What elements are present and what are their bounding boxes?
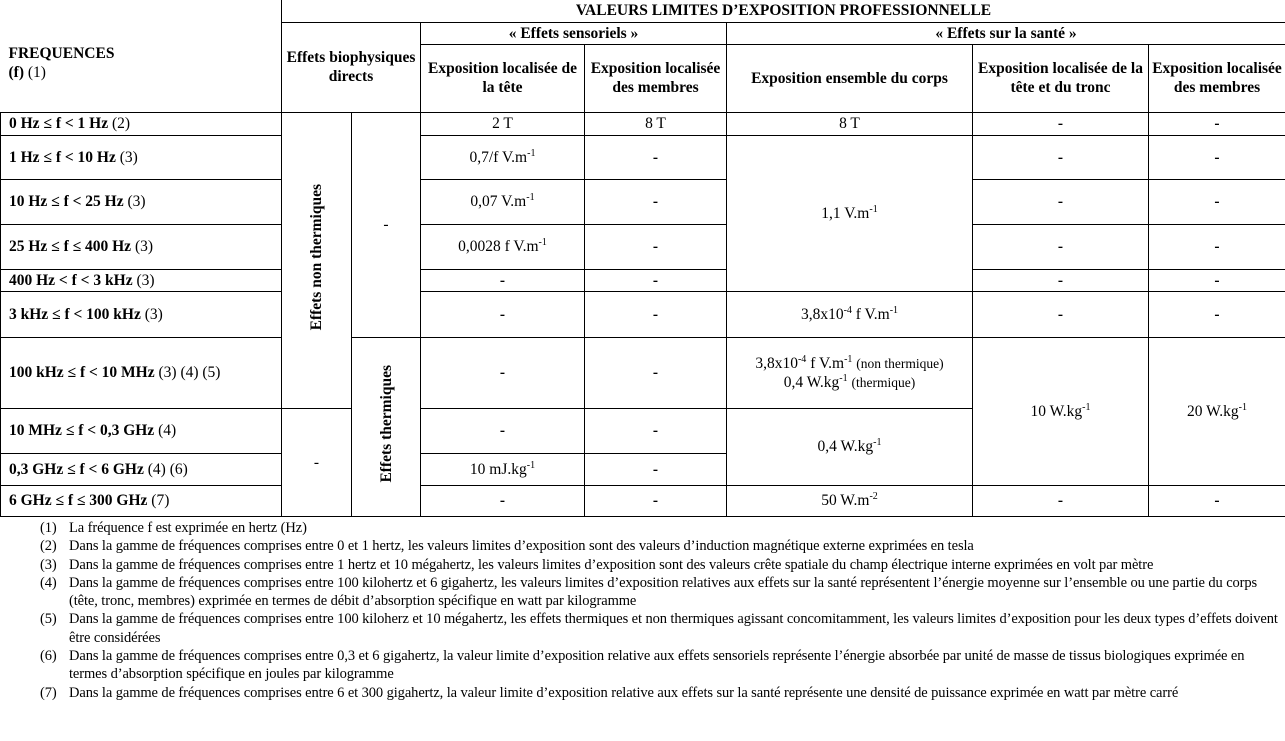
value-cell: - — [1149, 179, 1285, 224]
value-cell: - — [585, 224, 727, 269]
value-cell: 8 T — [727, 112, 973, 135]
value-cell: - — [1149, 135, 1285, 179]
value-cell: 10 $mJ.kg^{-1}$ — [421, 453, 585, 485]
value-cell: 0,0028 f $V.m^{-1}$ — [421, 224, 585, 269]
merged-corps-10mhz-cell: 0,4 $W.kg^{-1}$ — [727, 408, 973, 485]
value-cell: 2 T — [421, 112, 585, 135]
value-cell: - — [1149, 112, 1285, 135]
col-header-tete: Exposition localisée de la tête — [421, 44, 585, 112]
dash-cell: - — [282, 408, 352, 516]
value-cell: - — [973, 112, 1149, 135]
freq-cell: 100 kHz ≤ f < 10 MHz (3) (4) (5) — [1, 337, 282, 408]
thermal-group-cell — [352, 337, 421, 516]
main-title: VALEURS LIMITES D’EXPOSITION PROFESSIONNELLE — [282, 0, 1285, 22]
frequency-symbol: (f) — [8, 63, 24, 81]
value-cell: - — [585, 408, 727, 453]
table-row — [1, 269, 1285, 291]
freq-cell: 25 Hz ≤ f ≤ 400 Hz (3) — [1, 224, 282, 269]
thermal-label: Effets thermiques — [377, 365, 395, 483]
merged-corps-100khz-cell: $3,8x10^{-4}$ f $V.m^{-1}$ (non thermique) 0,4 $W.kg^{-1}$ (thermique) — [727, 337, 973, 408]
frequency-header — [1, 0, 282, 112]
value-cell: - — [1149, 224, 1285, 269]
value-cell: - — [585, 135, 727, 179]
value-cell: - — [585, 485, 727, 516]
value-cell: - — [585, 269, 727, 291]
footnote: (6) Dans la gamme de fréquences comprises entre 0,3 et 6 gigahertz, la valeur limite d’exposition relative aux effets sensoriels représente l’énergie absorbée par unité de masse de tissus biologiques exprimée en termes d’absorption spécifique en joules par kilogramme — [40, 648, 1245, 683]
footnote: (7) Dans la gamme de fréquences comprises entre 6 et 300 gigahertz, la valeur limite d’exposition relative aux effets sur la santé représente une densité de puissance exprimée en watt par mètre carré — [40, 684, 1179, 701]
value-cell: - — [585, 179, 727, 224]
frequency-subtitle — [9, 63, 279, 82]
table-row — [1, 224, 1285, 269]
freq-cell: 0,3 GHz ≤ f < 6 GHz (4) (6) — [1, 453, 282, 485]
value-cell: - — [421, 485, 585, 516]
value-cell: - — [973, 269, 1149, 291]
value-cell: 8 T — [585, 112, 727, 135]
value-cell: - — [421, 291, 585, 337]
value-cell: - — [585, 291, 727, 337]
merged-membres-thermal-cell: 20 $W.kg^{-1}$ — [1149, 337, 1285, 485]
table-row — [1, 337, 1285, 408]
value-cell: - — [1149, 291, 1285, 337]
value-cell: - — [421, 408, 585, 453]
non-thermal-dash-cell: - — [352, 112, 421, 337]
value-cell: - — [973, 179, 1149, 224]
effets-sensoriels-header: « Effets sensoriels » — [421, 22, 727, 44]
footnote: (1) La fréquence f est exprimée en hertz (Hz) — [40, 520, 307, 536]
table-row — [1, 112, 1285, 135]
effets-biophysiques-header: Effets biophysiques directs — [282, 22, 421, 112]
col-header-tete-tronc: Exposition localisée de la tête et du tronc — [973, 44, 1149, 112]
table-row — [1, 485, 1285, 516]
effets-sante-header: « Effets sur la santé » — [727, 22, 1285, 44]
value-cell: 50 $W.m^{-2}$ — [727, 485, 973, 516]
footnotes — [40, 519, 1280, 702]
footnote: (5) Dans la gamme de fréquences comprises entre 100 kiloherz et 10 mégahertz, les effets thermiques et non thermiques agissant concomitamment, les valeurs limites d’exposition pour les deux types d’effets doivent être considérées — [40, 611, 1278, 646]
freq-cell: 0 Hz ≤ f < 1 Hz (2) — [1, 112, 282, 135]
non-thermal-group-cell — [282, 112, 352, 408]
value-cell: - — [1149, 485, 1285, 516]
value-cell: - — [973, 485, 1149, 516]
value-cell: - — [973, 291, 1149, 337]
value-cell: - — [421, 337, 585, 408]
footnote: (2) Dans la gamme de fréquences comprises entre 0 et 1 hertz, les valeurs limites d’exposition sont des valeurs d’induction magnétique externe exprimées en tesla — [40, 538, 974, 555]
merged-tete-tronc-thermal-cell: 10 $W.kg^{-1}$ — [973, 337, 1149, 485]
freq-cell: 3 kHz ≤ f < 100 kHz (3) — [1, 291, 282, 337]
value-cell: 0,07 $V.m^{-1}$ — [421, 179, 585, 224]
table-row — [1, 291, 1285, 337]
col-header-membres-sante: Exposition localisée des membres — [1149, 44, 1285, 112]
value-cell: $3,8x10^{-4}$ f $V.m^{-1}$ — [727, 291, 973, 337]
col-header-membres-sensoriels: Exposition localisée des membres — [585, 44, 727, 112]
freq-cell: 400 Hz < f < 3 kHz (3) — [1, 269, 282, 291]
value-cell: - — [1149, 269, 1285, 291]
value-cell: - — [421, 269, 585, 291]
value-cell: 0,7/f $V.m^{-1}$ — [421, 135, 585, 179]
footnote: (3) Dans la gamme de fréquences comprises entre 1 hertz et 10 mégahertz, les valeurs limites d’exposition sont des valeurs crête spatiale du champ électrique interne exprimées en volt par mètre — [40, 556, 1154, 573]
value-cell: - — [973, 135, 1149, 179]
freq-cell: 10 Hz ≤ f < 25 Hz (3) — [1, 179, 282, 224]
freq-cell: 10 MHz ≤ f < 0,3 GHz (4) — [1, 408, 282, 453]
table-row — [1, 135, 1285, 179]
freq-cell: 6 GHz ≤ f ≤ 300 GHz (7) — [1, 485, 282, 516]
freq-cell: 1 Hz ≤ f < 10 Hz (3) — [1, 135, 282, 179]
merged-corps-cell: 1,1 $V.m^{-1}$ — [727, 135, 973, 291]
frequency-note-ref: (1) — [27, 63, 46, 81]
value-cell: - — [585, 453, 727, 485]
value-cell: - — [585, 337, 727, 408]
table-row — [1, 179, 1285, 224]
frequency-title: FREQUENCES — [8, 44, 115, 62]
non-thermal-label: Effets non thermiques — [308, 184, 325, 331]
value-cell: - — [973, 224, 1149, 269]
footnote: (4) Dans la gamme de fréquences comprises entre 100 kilohertz et 6 gigahertz, les valeurs limites d’exposition relatives aux effets sur la santé représentent l’énergie moyenne sur l’ensemble ou une partie du corps (tête, tronc, membres) exprimée en termes de débit d’absorption spécifique en watt par kilogramme — [40, 574, 1258, 610]
col-header-corps: Exposition ensemble du corps — [727, 44, 973, 112]
